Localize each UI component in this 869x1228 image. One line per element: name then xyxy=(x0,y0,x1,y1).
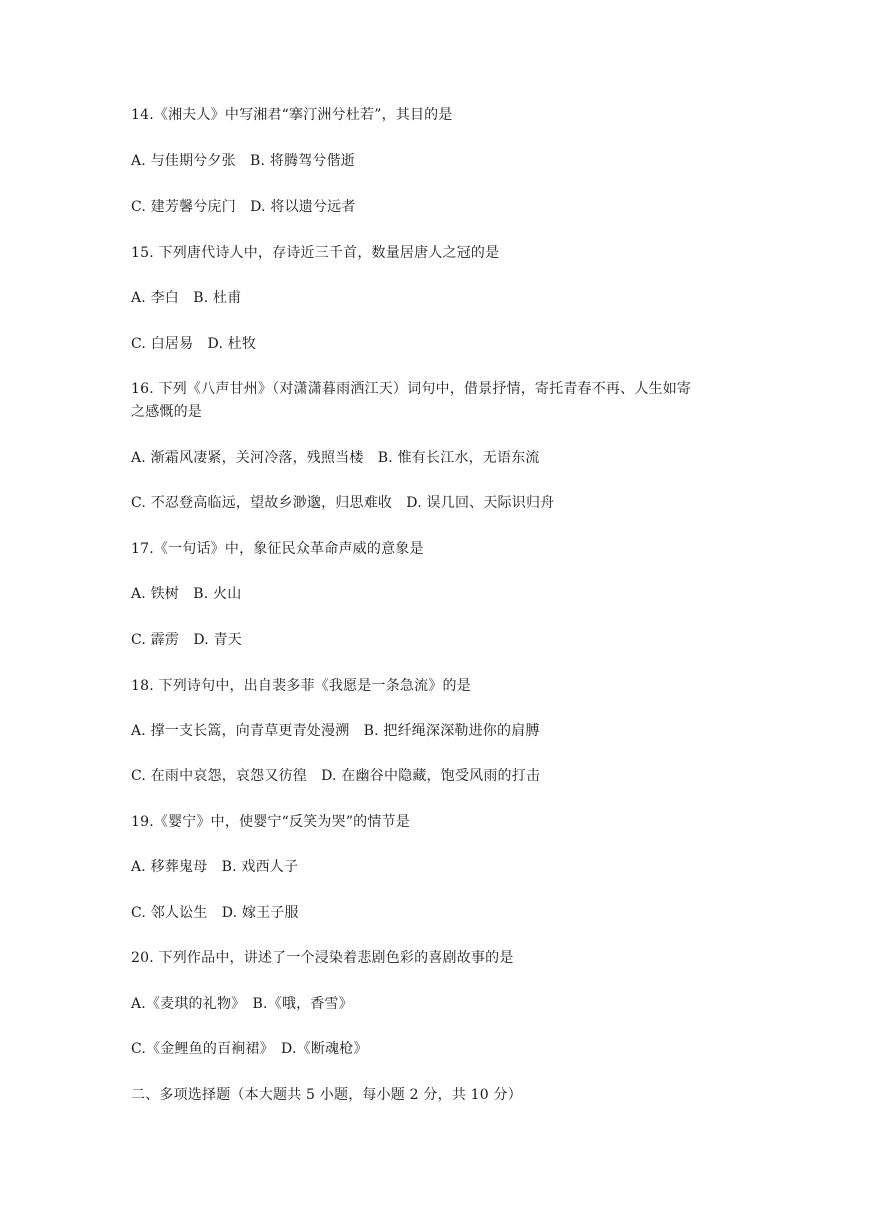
question-18-stem: 18. 下列诗句中，出自裴多菲《我愿是一条急流》的是 xyxy=(131,678,471,694)
question-18-options-ab: A. 撑一支长篙，向青草更青处漫溯 B. 把纤绳深深勒进你的肩膊 xyxy=(131,723,540,739)
question-20-options-ab: A.《麦琪的礼物》 B.《哦，香雪》 xyxy=(131,996,353,1012)
question-16-options-ab: A. 渐霜风凄紧，关河冷落，残照当楼 B. 惟有长江水，无语东流 xyxy=(131,450,540,466)
question-16-stem-line1: 16. 下列《八声甘州》（对潇潇暮雨洒江天）词句中，借景抒情，寄托青春不再、人生如寄 xyxy=(131,381,692,397)
question-17-options-ab: A. 铁树 B. 火山 xyxy=(131,586,242,602)
question-19-stem: 19.《婴宁》中，使婴宁“反笑为哭”的情节是 xyxy=(131,814,410,830)
question-20-stem: 20. 下列作品中，讲述了一个浸染着悲剧色彩的喜剧故事的是 xyxy=(131,950,514,966)
question-18-options-cd: C. 在雨中哀怨，哀怨又彷徨 D. 在幽谷中隐藏，饱受风雨的打击 xyxy=(131,768,541,784)
question-14-options-cd: C. 建芳馨兮庑门 D. 将以遗兮远者 xyxy=(131,199,356,215)
question-19-options-ab: A. 移葬鬼母 B. 戏西人子 xyxy=(131,859,299,875)
question-14-options-ab: A. 与佳期兮夕张 B. 将腾驾兮偕逝 xyxy=(131,153,355,169)
question-20-options-cd: C.《金鲤鱼的百裥裙》 D.《断魂枪》 xyxy=(131,1041,368,1057)
question-15-options-ab: A. 李白 B. 杜甫 xyxy=(131,290,242,306)
question-16-stem-line2: 之感慨的是 xyxy=(131,404,202,420)
question-16-options-cd: C. 不忍登高临远，望故乡渺邈，归思难收 D. 误几回、天际识归舟 xyxy=(131,495,555,511)
question-17-stem: 17.《一句话》中，象征民众革命声威的意象是 xyxy=(131,541,424,557)
question-15-options-cd: C. 白居易 D. 杜牧 xyxy=(131,336,257,352)
section-two-heading: 二、多项选择题（本大题共 5 小题，每小题 2 分，共 10 分） xyxy=(131,1087,522,1103)
question-17-options-cd: C. 霹雳 D. 青天 xyxy=(131,632,242,648)
question-14-stem: 14.《湘夫人》中写湘君“搴汀洲兮杜若”，其目的是 xyxy=(131,107,453,123)
question-19-options-cd: C. 邻人讼生 D. 嫁王子服 xyxy=(131,905,299,921)
question-15-stem: 15. 下列唐代诗人中，存诗近三千首，数量居唐人之冠的是 xyxy=(131,245,500,261)
